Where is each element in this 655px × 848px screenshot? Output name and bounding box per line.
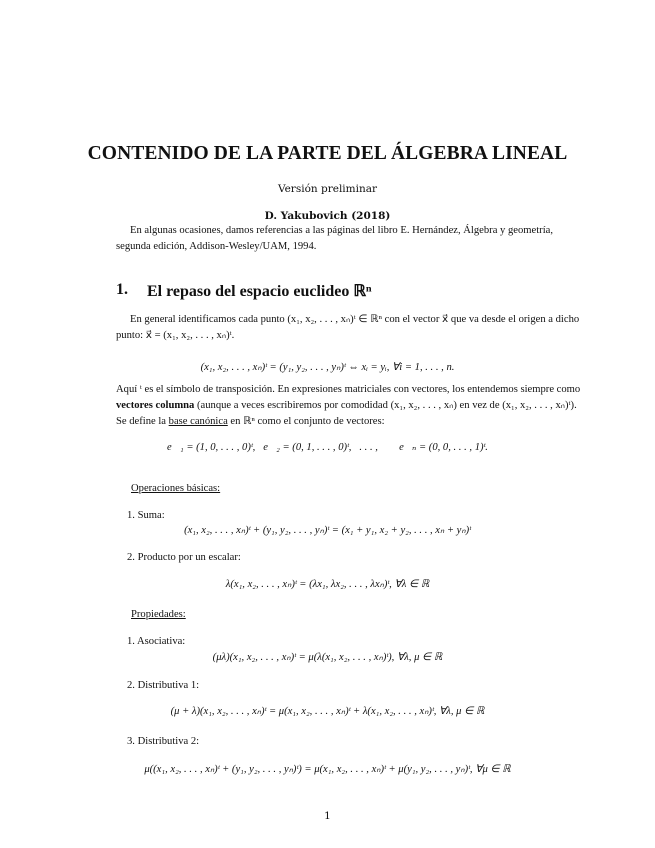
document-title: CONTENIDO DE LA PARTE DEL ÁLGEBRA LINEAL [87, 143, 568, 164]
properties-heading: Propiedades: [131, 609, 186, 620]
para2-line-3-a: Se define la [116, 416, 169, 427]
prop-item-1-label: 1. Asociativa: [127, 636, 186, 647]
prop-item-1-equation: (μλ)(x₁, x₂, . . . , xₙ)ᵗ = μ(λ(x₁, x₂, . . . , xₙ)ᵗ), ∀λ, μ ∈ ℝ [212, 652, 443, 663]
underlined-term: base canónica [168, 416, 228, 427]
para2-line-1: Aquí ᵗ es el símbolo de transposición. En expresiones matriciales con vectores, los entendemos siempre como [116, 384, 581, 395]
para2-line-2 [116, 397, 616, 414]
equality-equation: (x₁, x₂, . . . , xₙ)ᵗ = (y₁, y₂, . . . , yₙ)ᵗ ⇔ xᵢ = yᵢ, ∀i = 1, . . . , n. [200, 362, 455, 373]
para1-line-1: En general identificamos cada punto (x₁, x₂, . . . , xₙ)ᵗ ∈ ℝⁿ con el vector x⃗ que va desde el origen a dicho [130, 314, 580, 325]
prop-item-3-equation: μ((x₁, x₂, . . . , xₙ)ᵗ + (y₁, y₂, . . . , yₙ)ᵗ) = μ(x₁, x₂, . . . , xₙ)ᵗ + μ(y₁, y₂, . . . , yₙ)ᵗ, ∀μ ∈ ℝ [144, 764, 511, 775]
prop-item-2-label: 2. Distributiva 1: [127, 680, 200, 691]
para2-line-2-rest: (aunque a veces escribiremos por comodidad (x₁, x₂, . . . , xₙ) en vez de (x₁, x₂, . . . , xₙ)ᵗ). [194, 400, 577, 411]
page-number: 1 [324, 810, 331, 822]
prop-item-2-equation: (μ + λ)(x₁, x₂, . . . , xₙ)ᵗ = μ(x₁, x₂, . . . , xₙ)ᵗ + λ(x₁, x₂, . . . , xₙ)ᵗ, ∀λ, μ ∈ ℝ [170, 706, 485, 717]
intro-line-1: En algunas ocasiones, damos referencias a las páginas del libro E. Hernández, Álgebra y geometría, [130, 225, 553, 236]
bold-term: vectores columna [116, 400, 195, 411]
op-item-1-label: 1. Suma: [127, 510, 165, 521]
section-number: 1. [116, 281, 128, 298]
prop-item-3-label: 3. Distributiva 2: [127, 736, 200, 747]
section-title: El repaso del espacio euclideo ℝⁿ [147, 283, 372, 300]
version-note: Versión preliminar [277, 183, 378, 195]
intro-line-2: segunda edición, Addison-Wesley/UAM, 1994. [116, 241, 317, 252]
basis-equation: e⃗₁ = (1, 0, . . . , 0)ᵗ, e⃗₂ = (0, 1, . . . , 0)ᵗ, . . . , e⃗ₙ = (0, 0, . . . , 1)ᵗ. [167, 442, 488, 453]
op-item-1-equation: (x₁, x₂, . . . , xₙ)ᵗ + (y₁, y₂, . . . , yₙ)ᵗ = (x₁ + y₁, x₂ + y₂, . . . , xₙ + yₙ)ᵗ [184, 525, 471, 536]
author-line: D. Yakubovich (2018) [264, 210, 391, 222]
op-item-2-equation: λ(x₁, x₂, . . . , xₙ)ᵗ = (λx₁, λx₂, . . . , λxₙ)ᵗ, ∀λ ∈ ℝ [225, 579, 430, 590]
operations-heading: Operaciones básicas: [131, 483, 221, 494]
para2-line-3-b: en ℝⁿ como el conjunto de vectores: [227, 416, 385, 427]
para1-line-2: punto: x⃗ = (x₁, x₂, . . . , xₙ)ᵗ. [116, 330, 235, 341]
op-item-2-label: 2. Producto por un escalar: [127, 552, 241, 563]
para2-line-3 [116, 413, 385, 430]
